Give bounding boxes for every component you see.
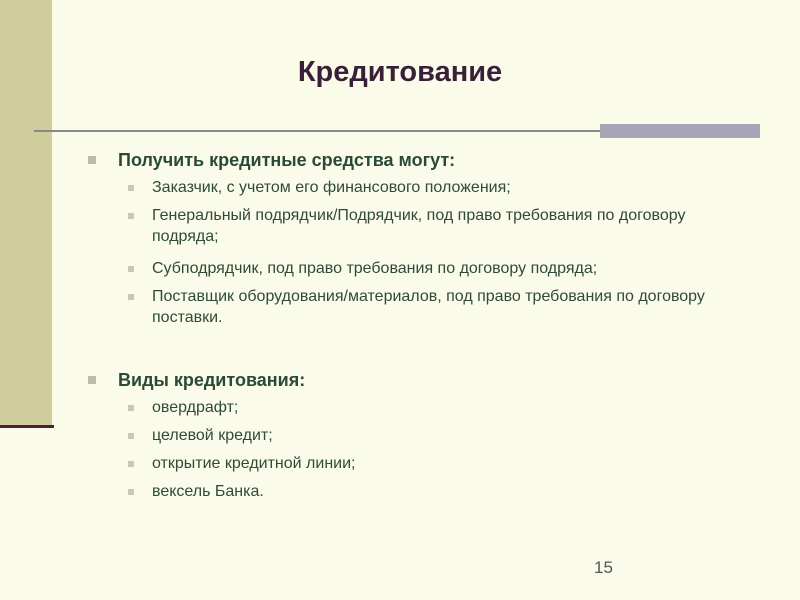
square-bullet-icon bbox=[128, 294, 134, 300]
square-bullet-icon bbox=[128, 433, 134, 439]
slide-title: Кредитование bbox=[297, 56, 503, 88]
square-bullet-icon bbox=[128, 185, 134, 191]
slide-content: Получить кредитные средства могут: Заказчик, с учетом его финансового положения; Генеральный подрядчик/Подрядчик, под право требования по договору подряда; Субподрядчик, под право требования по договору подряда; Поставщик оборудования/материалов, под право требования по договору поставки. Виды кредитования: овердрафт; целевой кредит; открытие кредитной линии; вексель Банка. bbox=[0, 0, 800, 600]
square-bullet-icon bbox=[128, 213, 134, 219]
square-bullet-icon bbox=[128, 405, 134, 411]
page-number: 15 bbox=[594, 558, 613, 577]
square-bullet-icon bbox=[128, 266, 134, 272]
square-bullet-icon bbox=[128, 489, 134, 495]
square-bullet-icon bbox=[88, 156, 96, 164]
square-bullet-icon bbox=[88, 376, 96, 384]
square-bullet-icon bbox=[128, 461, 134, 467]
